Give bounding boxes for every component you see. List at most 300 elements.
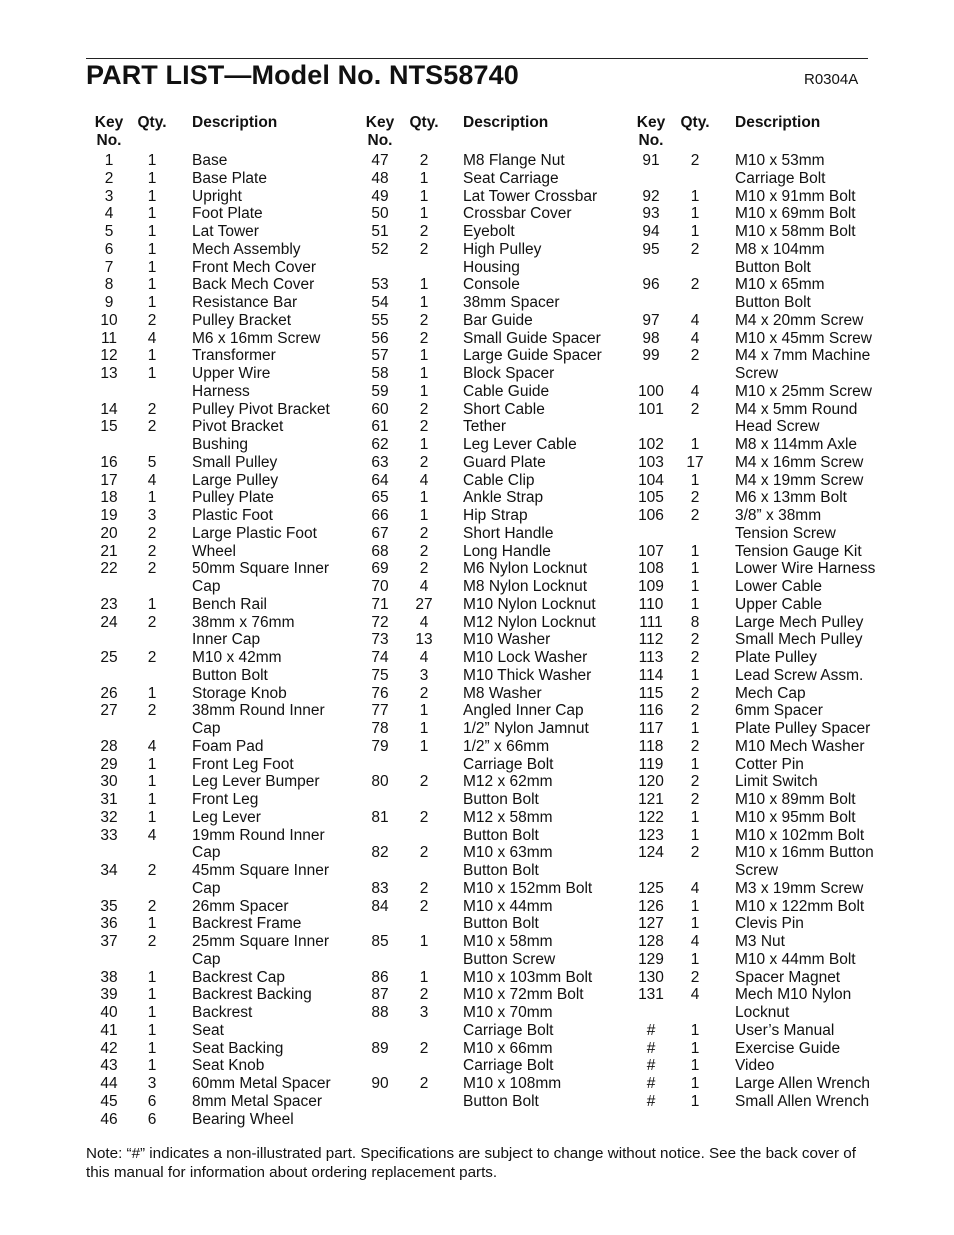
part-key-number: # xyxy=(646,1039,656,1057)
part-description: Short Handle xyxy=(463,524,554,542)
part-quantity: 2 xyxy=(147,649,157,666)
part-key-number: 79 xyxy=(371,737,389,755)
part-quantity: 2 xyxy=(147,702,157,720)
part-description: M10 x 44mm xyxy=(463,897,553,915)
part-quantity: 2 xyxy=(690,400,700,418)
header-no-label: No. xyxy=(367,132,393,149)
part-key-number: 127 xyxy=(638,915,664,933)
part-key-number: 40 xyxy=(100,1004,118,1021)
part-description: Mech Assembly xyxy=(192,240,301,258)
part-description: M3 x 19mm Screw xyxy=(735,879,864,897)
part-quantity: 2 xyxy=(690,649,700,666)
part-quantity: 4 xyxy=(690,329,700,347)
part-quantity: 1 xyxy=(690,915,700,933)
part-description: Large Pulley xyxy=(192,471,279,489)
part-quantity: 1 xyxy=(690,223,700,240)
part-key-number: 1 xyxy=(104,152,114,169)
part-quantity: 1 xyxy=(147,223,157,240)
part-quantity: 1 xyxy=(147,187,157,205)
part-key-number: 98 xyxy=(642,329,660,347)
part-key-number: 25 xyxy=(100,649,118,666)
part-quantity: 1 xyxy=(690,542,700,560)
part-description: M10 Lock Washer xyxy=(463,649,588,666)
part-quantity: 1 xyxy=(690,897,700,915)
part-quantity: 1 xyxy=(147,1004,157,1021)
part-quantity: 3 xyxy=(419,666,429,684)
part-description: Plate Pulley xyxy=(735,649,817,666)
part-key-number: 56 xyxy=(371,329,389,347)
part-key-number: 104 xyxy=(638,471,664,489)
part-key-number: 81 xyxy=(371,808,389,826)
part-key-number: 7 xyxy=(104,258,114,276)
part-key-number: 84 xyxy=(371,897,389,915)
part-key-number: 131 xyxy=(638,986,664,1004)
part-description: 38mm Spacer xyxy=(463,294,560,311)
part-description: Lower Wire Harness xyxy=(735,560,876,578)
part-key-number: 58 xyxy=(371,365,389,382)
part-key-number: 43 xyxy=(100,1057,118,1075)
part-description: M10 x 53mm xyxy=(735,152,825,169)
part-description: Button Screw xyxy=(463,950,556,968)
part-description: M10 x 63mm xyxy=(463,844,553,862)
part-description: M10 x 103mm Bolt xyxy=(463,968,593,986)
part-description: Tether xyxy=(463,418,507,436)
part-description: Upper Wire xyxy=(192,365,271,382)
part-description: 6mm Spacer xyxy=(735,702,823,720)
part-key-number: 92 xyxy=(642,187,660,205)
part-key-number: 5 xyxy=(104,223,114,240)
part-description: Clevis Pin xyxy=(735,915,804,933)
part-key-number: # xyxy=(646,1021,656,1039)
part-description: M10 Thick Washer xyxy=(463,666,592,684)
part-quantity: 4 xyxy=(690,879,700,897)
part-description: M10 x 89mm Bolt xyxy=(735,791,856,808)
header-key-no xyxy=(359,114,401,150)
part-key-number: 72 xyxy=(371,613,389,631)
part-quantity: 1 xyxy=(147,915,157,933)
part-description: Cotter Pin xyxy=(735,755,804,773)
part-quantity: 2 xyxy=(690,507,700,524)
part-description: Leg Lever Bumper xyxy=(192,773,320,791)
part-quantity: 2 xyxy=(690,631,700,649)
part-description: M10 x 95mm Bolt xyxy=(735,808,856,826)
part-key-number: 39 xyxy=(100,986,118,1004)
part-key-number: 12 xyxy=(100,347,118,365)
part-description: Lead Screw Assm. xyxy=(735,666,864,684)
part-quantity: 2 xyxy=(690,968,700,986)
part-quantity: 2 xyxy=(690,773,700,791)
part-description: M4 x 7mm Machine xyxy=(735,347,871,365)
part-key-number: 48 xyxy=(371,169,389,187)
part-key-number: 63 xyxy=(371,453,389,471)
part-key-number: 129 xyxy=(638,950,664,968)
part-description: Back Mech Cover xyxy=(192,276,315,294)
part-description: Base xyxy=(192,152,228,169)
part-description: 1/2” x 66mm xyxy=(463,737,550,755)
part-quantity: 1 xyxy=(147,684,157,702)
part-description: Backrest xyxy=(192,1004,253,1021)
part-description: Carriage Bolt xyxy=(463,1021,554,1039)
part-description: M10 x 108mm xyxy=(463,1075,562,1092)
part-description: M10 x 58mm Bolt xyxy=(735,223,856,240)
part-description: M10 x 72mm Bolt xyxy=(463,986,584,1004)
part-description: M10 x 102mm Bolt xyxy=(735,826,865,844)
part-quantity: 3 xyxy=(419,1004,429,1021)
part-quantity: 4 xyxy=(690,311,700,329)
part-key-number: 46 xyxy=(100,1110,118,1128)
part-quantity: 2 xyxy=(690,489,700,507)
part-quantity: 2 xyxy=(419,560,429,578)
part-key-number: 114 xyxy=(638,666,664,684)
part-key-number: 15 xyxy=(100,418,118,436)
part-description: Leg Lever Cable xyxy=(463,436,577,453)
part-quantity: 1 xyxy=(147,365,157,382)
part-key-number: 22 xyxy=(100,560,118,578)
part-key-number: 101 xyxy=(638,400,664,418)
part-description: Large Mech Pulley xyxy=(735,613,864,631)
part-key-number: 80 xyxy=(371,773,389,791)
part-key-number: 53 xyxy=(371,276,389,294)
part-key-number: 45 xyxy=(100,1092,118,1110)
part-key-number: 54 xyxy=(371,294,389,311)
part-key-number: 35 xyxy=(100,897,118,915)
part-key-number: 128 xyxy=(638,933,664,950)
part-key-number: 30 xyxy=(100,773,118,791)
part-description: Bushing xyxy=(192,436,249,453)
part-description: M10 Nylon Locknut xyxy=(463,595,596,613)
part-key-number: 51 xyxy=(371,223,389,240)
part-description: Button Bolt xyxy=(463,791,539,808)
part-quantity: 27 xyxy=(415,595,433,613)
part-key-number: 67 xyxy=(371,524,389,542)
header-key-label: Key xyxy=(94,114,124,131)
part-key-number: 55 xyxy=(371,311,389,329)
part-description: Seat Knob xyxy=(192,1057,265,1075)
part-description: Mech Cap xyxy=(735,684,806,702)
part-description: Exercise Guide xyxy=(735,1039,841,1057)
part-description: Harness xyxy=(192,382,250,400)
part-key-number: 57 xyxy=(371,347,389,365)
part-key-number: 93 xyxy=(642,205,660,223)
part-description: M6 x 16mm Screw xyxy=(192,329,321,347)
part-description: Cap xyxy=(192,720,221,737)
part-quantity: 4 xyxy=(147,329,157,347)
part-description: Inner Cap xyxy=(192,631,261,649)
part-quantity: 17 xyxy=(686,453,704,471)
part-description: Ankle Strap xyxy=(463,489,544,507)
part-quantity: 1 xyxy=(147,294,157,311)
part-quantity: 2 xyxy=(419,311,429,329)
part-quantity: 3 xyxy=(147,1075,157,1092)
part-quantity: 1 xyxy=(690,187,700,205)
part-description: Cap xyxy=(192,879,221,897)
part-key-number: 113 xyxy=(638,649,664,666)
part-quantity: 1 xyxy=(690,1075,700,1092)
part-description: Carriage Bolt xyxy=(463,1057,554,1075)
header-qty: Qty. xyxy=(680,114,710,131)
part-quantity: 2 xyxy=(690,240,700,258)
header-description: Description xyxy=(735,114,821,131)
part-quantity: 4 xyxy=(690,933,700,950)
part-quantity: 4 xyxy=(147,826,157,844)
part-key-number: 75 xyxy=(371,666,389,684)
part-description: High Pulley xyxy=(463,240,542,258)
part-quantity: 2 xyxy=(147,862,157,879)
part-description: Locknut xyxy=(735,1004,790,1021)
part-key-number: 9 xyxy=(104,294,114,311)
part-quantity: 2 xyxy=(147,418,157,436)
part-key-number: 16 xyxy=(100,453,118,471)
part-description: Upright xyxy=(192,187,242,205)
part-description: 3/8” x 38mm xyxy=(735,507,822,524)
part-quantity: 1 xyxy=(147,240,157,258)
part-key-number: 122 xyxy=(638,808,664,826)
part-key-number: 130 xyxy=(638,968,664,986)
part-quantity: 2 xyxy=(147,311,157,329)
part-key-number: 108 xyxy=(638,560,664,578)
part-key-number: 78 xyxy=(371,720,389,737)
part-description: M4 x 20mm Screw xyxy=(735,311,864,329)
part-quantity: 6 xyxy=(147,1110,157,1128)
part-quantity: 5 xyxy=(147,453,157,471)
part-description: Seat Carriage xyxy=(463,169,559,187)
part-key-number: 124 xyxy=(638,844,664,862)
part-description: M10 x 45mm Screw xyxy=(735,329,872,347)
part-description: 26mm Spacer xyxy=(192,897,289,915)
part-description: Spacer Magnet xyxy=(735,968,841,986)
part-quantity: 2 xyxy=(419,329,429,347)
part-quantity: 1 xyxy=(690,826,700,844)
part-description: Hip Strap xyxy=(463,507,528,524)
part-key-number: 105 xyxy=(638,489,664,507)
part-key-number: 10 xyxy=(100,311,118,329)
part-quantity: 2 xyxy=(690,702,700,720)
part-quantity: 1 xyxy=(147,986,157,1004)
part-description: Base Plate xyxy=(192,169,267,187)
part-quantity: 2 xyxy=(419,400,429,418)
part-description: Screw xyxy=(735,862,779,879)
part-key-number: 18 xyxy=(100,489,118,507)
part-quantity: 1 xyxy=(147,205,157,223)
part-key-number: 60 xyxy=(371,400,389,418)
part-key-number: 95 xyxy=(642,240,660,258)
part-quantity: 2 xyxy=(419,223,429,240)
part-quantity: 2 xyxy=(419,1075,429,1092)
part-quantity: 1 xyxy=(690,755,700,773)
part-quantity: 1 xyxy=(690,950,700,968)
part-description: M10 x 65mm xyxy=(735,276,825,294)
part-description: M10 Mech Washer xyxy=(735,737,865,755)
header-key-label: Key xyxy=(636,114,666,131)
part-key-number: 90 xyxy=(371,1075,389,1092)
part-description: Front Mech Cover xyxy=(192,258,317,276)
part-key-number: 23 xyxy=(100,595,118,613)
part-description: Bar Guide xyxy=(463,311,533,329)
part-key-number: 112 xyxy=(638,631,664,649)
part-quantity: 2 xyxy=(419,240,429,258)
part-quantity: 2 xyxy=(419,418,429,436)
part-quantity: 2 xyxy=(147,897,157,915)
part-description: M12 x 58mm xyxy=(463,808,553,826)
part-quantity: 8 xyxy=(690,613,700,631)
part-description: M8 x 104mm xyxy=(735,240,825,258)
part-key-number: 96 xyxy=(642,276,660,294)
part-quantity: 1 xyxy=(147,1039,157,1057)
part-description: M10 x 122mm Bolt xyxy=(735,897,865,915)
part-quantity: 1 xyxy=(147,808,157,826)
part-quantity: 2 xyxy=(690,684,700,702)
part-description: M8 Washer xyxy=(463,684,542,702)
top-rule xyxy=(86,58,868,59)
part-description: Pivot Bracket xyxy=(192,418,284,436)
part-description: M4 x 16mm Screw xyxy=(735,453,864,471)
part-quantity: 2 xyxy=(419,684,429,702)
part-quantity: 1 xyxy=(690,666,700,684)
part-key-number: 110 xyxy=(638,595,664,613)
part-quantity: 2 xyxy=(419,879,429,897)
part-quantity: 2 xyxy=(419,542,429,560)
part-quantity: 4 xyxy=(147,737,157,755)
part-key-number: 36 xyxy=(100,915,118,933)
part-key-number: 41 xyxy=(100,1021,118,1039)
part-quantity: 2 xyxy=(690,844,700,862)
header-description: Description xyxy=(192,114,278,131)
header-key-label: Key xyxy=(365,114,395,131)
part-key-number: 49 xyxy=(371,187,389,205)
part-description: Crossbar Cover xyxy=(463,205,572,223)
part-key-number: 64 xyxy=(371,471,389,489)
part-key-number: 99 xyxy=(642,347,660,365)
part-quantity: 4 xyxy=(419,578,429,595)
part-key-number: 85 xyxy=(371,933,389,950)
part-description: M4 x 5mm Round xyxy=(735,400,858,418)
part-quantity: 2 xyxy=(147,400,157,418)
part-key-number: 50 xyxy=(371,205,389,223)
part-quantity: 1 xyxy=(690,578,700,595)
part-key-number: 33 xyxy=(100,826,118,844)
part-key-number: # xyxy=(646,1075,656,1092)
part-quantity: 1 xyxy=(690,436,700,453)
part-key-number: 77 xyxy=(371,702,389,720)
part-key-number: 73 xyxy=(371,631,389,649)
part-key-number: 106 xyxy=(638,507,664,524)
part-description: Video xyxy=(735,1057,775,1075)
part-key-number: 91 xyxy=(642,152,660,169)
part-quantity: 1 xyxy=(147,791,157,808)
part-description: M8 x 114mm Axle xyxy=(735,436,858,453)
part-quantity: 2 xyxy=(690,737,700,755)
part-description: Wheel xyxy=(192,542,236,560)
part-key-number: 6 xyxy=(104,240,114,258)
part-description: M10 x 69mm Bolt xyxy=(735,205,856,223)
part-description: Cap xyxy=(192,578,221,595)
part-quantity: 1 xyxy=(419,187,429,205)
part-description: 45mm Square Inner xyxy=(192,862,329,879)
part-description: Seat Backing xyxy=(192,1039,284,1057)
part-description: 8mm Metal Spacer xyxy=(192,1092,323,1110)
part-description: M10 Washer xyxy=(463,631,551,649)
part-description: Front Leg xyxy=(192,791,259,808)
document-code: R0304A xyxy=(804,71,859,88)
part-description: 1/2” Nylon Jamnut xyxy=(463,720,589,737)
part-description: Angled Inner Cap xyxy=(463,702,584,720)
part-quantity: 1 xyxy=(419,933,429,950)
part-description: M8 Flange Nut xyxy=(463,152,565,169)
part-description: Front Leg Foot xyxy=(192,755,294,773)
part-key-number: 52 xyxy=(371,240,389,258)
part-description: Small Allen Wrench xyxy=(735,1092,870,1110)
part-quantity: 1 xyxy=(147,773,157,791)
part-key-number: 42 xyxy=(100,1039,118,1057)
part-key-number: 17 xyxy=(100,471,118,489)
part-quantity: 1 xyxy=(690,471,700,489)
part-quantity: 4 xyxy=(419,649,429,666)
part-description: Storage Knob xyxy=(192,684,287,702)
part-key-number: 123 xyxy=(638,826,664,844)
part-quantity: 2 xyxy=(419,773,429,791)
part-quantity: 1 xyxy=(419,169,429,187)
part-key-number: 109 xyxy=(638,578,664,595)
part-description: Short Cable xyxy=(463,400,545,418)
header-no-label: No. xyxy=(638,132,664,149)
part-description: Cap xyxy=(192,950,221,968)
part-quantity: 1 xyxy=(419,276,429,294)
part-description: Bench Rail xyxy=(192,595,267,613)
part-key-number: 70 xyxy=(371,578,389,595)
part-quantity: 1 xyxy=(419,489,429,507)
part-description: Head Screw xyxy=(735,418,820,436)
part-description: M12 x 62mm xyxy=(463,773,553,791)
part-description: Upper Cable xyxy=(735,595,823,613)
part-key-number: 71 xyxy=(371,595,389,613)
part-key-number: 65 xyxy=(371,489,389,507)
part-key-number: 83 xyxy=(371,879,389,897)
part-description: Backrest Backing xyxy=(192,986,312,1004)
part-quantity: 1 xyxy=(147,258,157,276)
part-quantity: 2 xyxy=(147,613,157,631)
part-quantity: 1 xyxy=(147,1021,157,1039)
part-key-number: 86 xyxy=(371,968,389,986)
header-qty: Qty. xyxy=(409,114,439,131)
part-description: Pulley Bracket xyxy=(192,311,292,329)
part-quantity: 1 xyxy=(147,276,157,294)
part-description: Mech M10 Nylon xyxy=(735,986,852,1004)
part-key-number: 87 xyxy=(371,986,389,1004)
part-key-number: 47 xyxy=(371,152,389,169)
part-quantity: 1 xyxy=(690,1092,700,1110)
part-description: Lat Tower xyxy=(192,223,259,240)
part-quantity: 1 xyxy=(419,436,429,453)
part-description: Carriage Bolt xyxy=(463,755,554,773)
part-description: Plate Pulley Spacer xyxy=(735,720,871,737)
part-quantity: 1 xyxy=(419,720,429,737)
part-description: M10 x 16mm Button xyxy=(735,844,874,862)
part-key-number: 125 xyxy=(638,879,664,897)
part-description: Seat xyxy=(192,1021,224,1039)
part-quantity: 2 xyxy=(690,347,700,365)
part-key-number: 62 xyxy=(371,436,389,453)
header-qty: Qty. xyxy=(137,114,167,131)
part-description: Lower Cable xyxy=(735,578,823,595)
part-key-number: 94 xyxy=(642,223,660,240)
part-key-number: 19 xyxy=(100,507,118,524)
part-description: M4 x 19mm Screw xyxy=(735,471,864,489)
part-quantity: 2 xyxy=(690,152,700,169)
part-description: Button Bolt xyxy=(463,915,539,933)
part-key-number: 28 xyxy=(100,737,118,755)
part-quantity: 1 xyxy=(419,702,429,720)
part-description: 25mm Square Inner xyxy=(192,933,329,950)
